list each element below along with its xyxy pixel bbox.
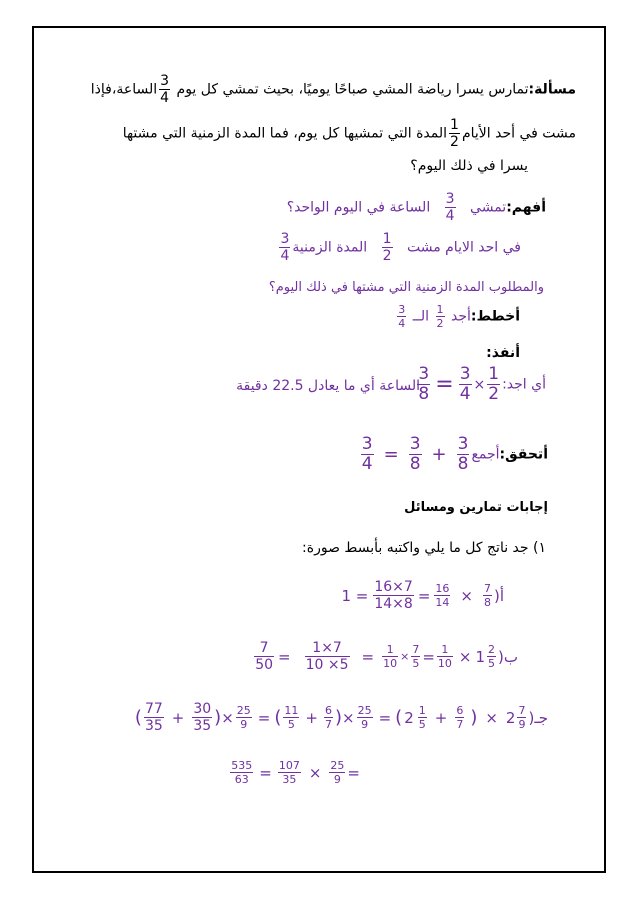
part-c-equation: ( $\frac{77}{35}$ + $\frac{30}{35}$ )× $\frac{25}{9}$ = ( $\frac{11}{5}$ + $\frac{6}{7}$ )× $\frac{25}{9}$ = ( 2 $\frac{1}{5}$ + $\frac{6}{7}$ ) × 2 $\frac{7}{9}$: [134, 701, 526, 734]
fraction: $\frac{30}{35}$: [193, 701, 212, 734]
fraction: $\frac{1}{2}$: [382, 231, 392, 264]
plan-line: أخطط:أجد $\frac{1}{2}$ الــ $\frac{3}{4}$: [398, 303, 520, 330]
fraction: $\frac{3}{4}$: [398, 303, 406, 330]
part-a-line: أ(1 = $\frac{16\times 7}{14\times 8}$ = $\frac{16}{14}$ × $\frac{7}{8}$: [341, 579, 504, 612]
problem-text-2a: مشت في أحد الأيام: [461, 125, 576, 142]
part-c-line: جـ(( $\frac{77}{35}$ + $\frac{30}{35}$ )× $\frac{25}{9}$ = ( $\frac{11}{5}$ + $\frac{6}{7}$ )× $\frac{25}{9}$ = ( 2 $\frac{1}{5}$ + $\frac{6}{7}$ ) × 2 $\frac{7}{9}$: [134, 701, 548, 734]
understand-line-1: أفهم:تمشي $\frac{3}{4}$ الساعة في اليوم الواحد؟: [286, 191, 546, 224]
fraction: $\frac{7}{5}$: [412, 643, 420, 670]
fraction: $\frac{16\times 7}{14\times 8}$: [374, 579, 413, 612]
fraction: $\frac{25}{9}$: [357, 704, 372, 731]
problem-text-1a: تمارس يسرا رياضة المشي صباحًا يوميًا، بحيث تمشي كل يوم: [176, 81, 529, 98]
fraction: $\frac{1}{10}$: [437, 643, 452, 670]
verify-equation: $\frac{3}{4}$ = $\frac{3}{8}$ + $\frac{3}{8}$: [361, 434, 469, 474]
fraction: $\frac{2}{5}$: [488, 643, 496, 670]
answers-title: إجابات تمارين ومسائل: [404, 500, 548, 515]
problem-text-1b: الساعة،فإذا: [90, 81, 158, 98]
exercise-1-text: ١) جد ناتج كل ما يلي واكتبه بأبسط صورة:: [302, 540, 546, 556]
part-b-equation: $\frac{7}{50}$ = $\frac{1\times 7}{10 \times 5}$ = $\frac{1}{10}$ × $\frac{7}{5}$ = $\frac{1}{10}$ × 1 $\frac{2}{5}$: [255, 640, 496, 673]
execute-label: أنفذ:: [486, 345, 520, 361]
fraction: $\frac{3}{4}$: [459, 364, 471, 404]
problem-line-1: [91, 74, 576, 105]
fraction: $\frac{107}{35}$: [278, 759, 300, 786]
problem-line-3: يسرا في ذلك اليوم؟: [410, 158, 528, 174]
fraction: $\frac{7}{9}$: [518, 704, 526, 731]
fraction: $\frac{3}{4}$: [445, 191, 455, 224]
fraction: $\frac{1}{5}$: [418, 704, 426, 731]
fraction: $\frac{6}{7}$: [324, 704, 332, 731]
fraction: $\frac{3}{8}$: [409, 434, 421, 474]
part-a-equation: 1 = $\frac{16\times 7}{14\times 8}$ = $\frac{16}{14}$ × $\frac{7}{8}$: [341, 579, 491, 612]
fraction: $\frac{535}{63}$: [231, 759, 253, 786]
fraction: $\frac{1}{10}$: [383, 643, 398, 670]
fraction: $\frac{7}{50}$: [255, 640, 274, 673]
fraction: $\frac{77}{35}$: [144, 701, 163, 734]
fraction: $\frac{3}{4}$: [160, 73, 170, 106]
problem-line-2: [123, 118, 576, 149]
fraction: $\frac{7}{8}$: [483, 582, 491, 609]
fraction: $\frac{3}{4}$: [361, 434, 373, 474]
part-b-line: ب( $\frac{7}{50}$ = $\frac{1\times 7}{10 \times 5}$ = $\frac{1}{10}$ × $\frac{7}{5}$ = $\frac{1}{10}$ × 1 $\frac{2}{5}$: [250, 641, 518, 672]
understand-line-3: والمطلوب المدة الزمنية التي مشتها في ذلك اليوم؟: [268, 280, 544, 295]
part-c-equation-2: $\frac{535}{63}$ = $\frac{107}{35}$ × $\frac{25}{9}$ =: [231, 759, 360, 786]
fraction: $\frac{16}{14}$: [435, 582, 450, 609]
understand-line-2: في احد الايام مشت $\frac{1}{2}$ المدة الزمنية $\frac{3}{4}$: [280, 231, 521, 264]
fraction: $\frac{25}{9}$: [330, 759, 345, 786]
problem-text-2b: المدة التي تمشيها كل يوم، فما المدة الزمنية التي مشتها: [122, 125, 448, 142]
execute-text-b: الساعة أي ما يعادل 22.5 دقيقة: [236, 378, 420, 394]
fraction: $\frac{3}{8}$: [418, 364, 430, 404]
fraction: $\frac{1}{2}$: [436, 303, 444, 330]
fraction: $\frac{1\times 7}{10 \times 5}$: [305, 640, 349, 673]
understand-label: أفهم:: [506, 199, 546, 216]
verify-line: أتحقق:أجمع $\frac{3}{4}$ = $\frac{3}{8}$ + $\frac{3}{8}$: [359, 436, 548, 473]
fraction: $\frac{6}{7}$: [456, 704, 464, 731]
fraction: $\frac{1}{2}$: [450, 117, 459, 150]
fraction: $\frac{11}{5}$: [284, 704, 299, 731]
fraction: $\frac{25}{9}$: [236, 704, 251, 731]
fraction: $\frac{3}{4}$: [280, 231, 290, 264]
fraction: $\frac{1}{2}$: [488, 364, 500, 404]
fraction: $\frac{3}{8}$: [457, 434, 469, 474]
execute-line: أي اجد: $\frac{3}{8}$ = $\frac{3}{4}$ × $\frac{1}{2}$: [415, 366, 546, 403]
execute-equation: $\frac{3}{8}$ = $\frac{3}{4}$ × $\frac{1}{2}$: [418, 364, 500, 404]
part-c-line-2: [228, 760, 360, 785]
problem-label: مسألة:: [528, 81, 576, 98]
